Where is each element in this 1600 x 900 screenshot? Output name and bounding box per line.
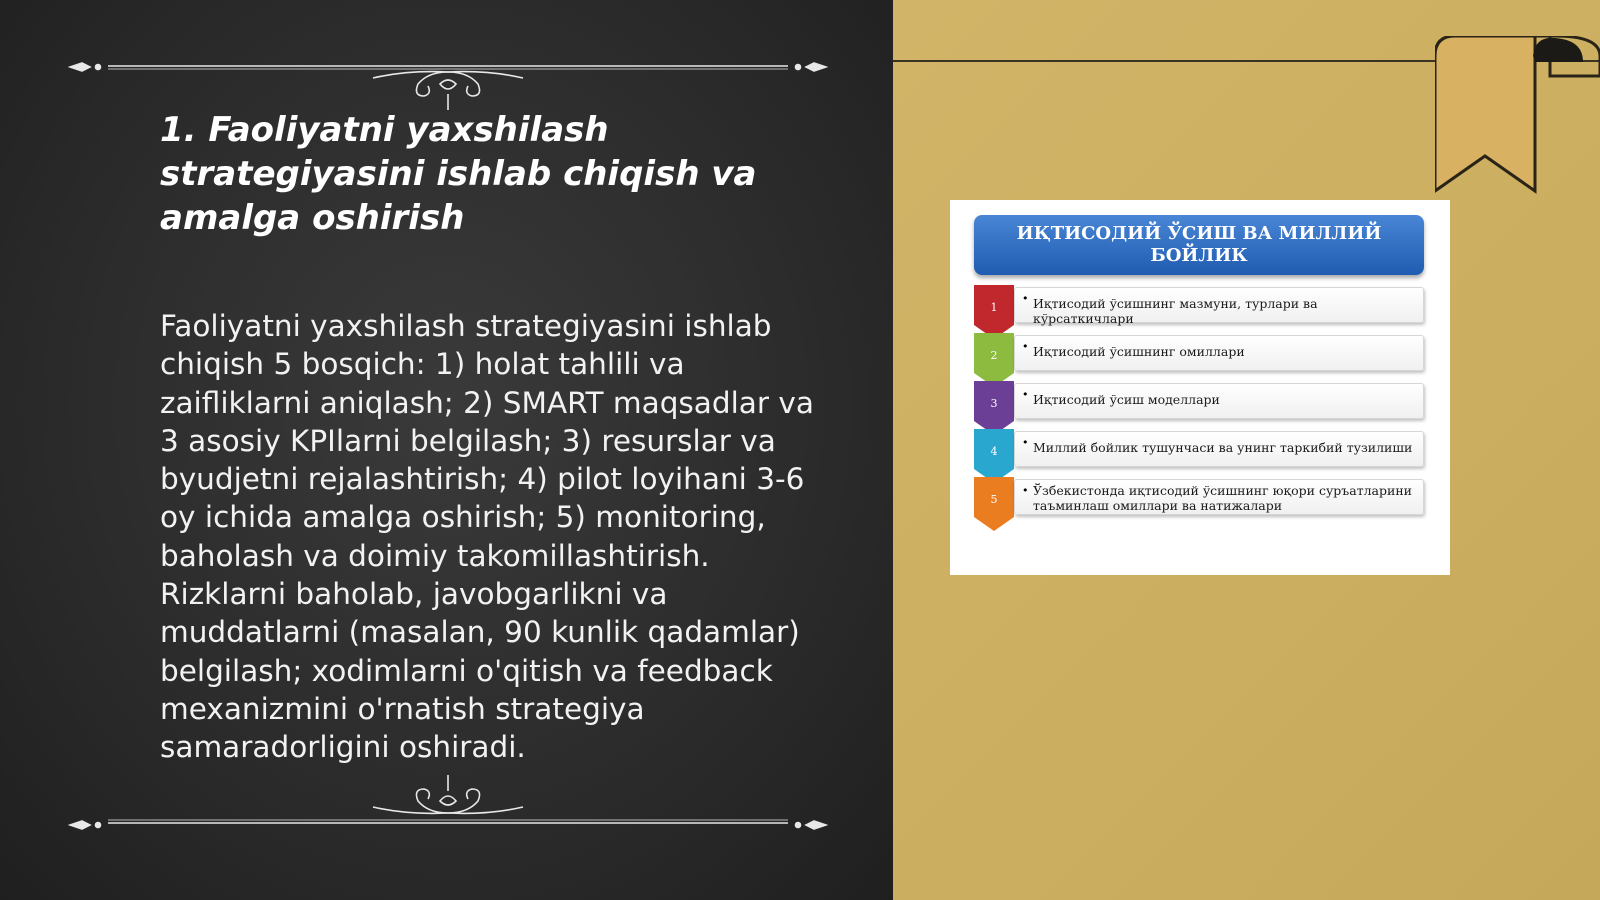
- bottom-ornament-divider: [68, 775, 828, 835]
- slide-body-text: Faoliyatni yaxshilash strategiyasini ishlab chiqish 5 bosqich: 1) holat tahlili va zaifliklarni aniqlash; 2) SMART maqsadlar va 3 asosiy KPIlarni belgilash; 3) resurslar va byudjetni rejalashtirish; 4) pilot loyihani 3-6 oy ichida amalga oshirish; 5) monitoring, baholash va doimiy takomillashtirish. Rizklarni baholab, javobgarlikni va muddatlarni (masalan, 90 kunlik qadamlar) belgilash; xodimlarni o'qitish va feedback mexanizmini o'rnatish strategiya samaradorligini oshiradi.: [160, 309, 814, 765]
- diagram-header: ИҚТИСОДИЙ ЎСИШ ВА МИЛЛИЙ БОЙЛИК: [974, 215, 1424, 275]
- item-number: 1: [990, 301, 998, 314]
- diagram-item-3: [974, 381, 1424, 435]
- bullet: •: [1022, 436, 1029, 449]
- item-text: Иқтисодий ўсишнинг мазмуни, турлари ва кўрсаткичлари: [1033, 296, 1318, 326]
- item-number: 4: [990, 445, 998, 458]
- diagram-item-1: [974, 285, 1424, 339]
- item-text: Иқтисодий ўсиш моделлари: [1033, 392, 1220, 407]
- diagram-item-5: [974, 477, 1424, 531]
- embedded-diagram-image: [950, 200, 1450, 575]
- item-text: Ўзбекистонда иқтисодий ўсишнинг юқори суръатларини таъминлаш омиллари ва натижалари: [1033, 483, 1413, 513]
- diagram-item-2: [974, 333, 1424, 387]
- bullet: •: [1022, 484, 1029, 497]
- top-ornament-divider: [68, 50, 828, 110]
- item-text: Иқтисодий ўсишнинг омиллари: [1033, 344, 1245, 359]
- item-text: Миллий бойлик тушунчаси ва унинг таркибий тузилиши: [1033, 440, 1413, 455]
- bullet: •: [1022, 340, 1029, 353]
- slide-title: 1. Faoliyatni yaxshilash strategiyasini ishlab chiqish va amalga oshirish: [160, 110, 757, 238]
- bullet: •: [1022, 388, 1029, 401]
- bookmark-ribbon-icon: [1435, 36, 1600, 206]
- bullet: •: [1022, 292, 1029, 305]
- item-number: 5: [990, 493, 998, 506]
- diagram-item-4: [974, 429, 1424, 483]
- item-number: 3: [990, 397, 998, 410]
- item-number: 2: [990, 349, 998, 362]
